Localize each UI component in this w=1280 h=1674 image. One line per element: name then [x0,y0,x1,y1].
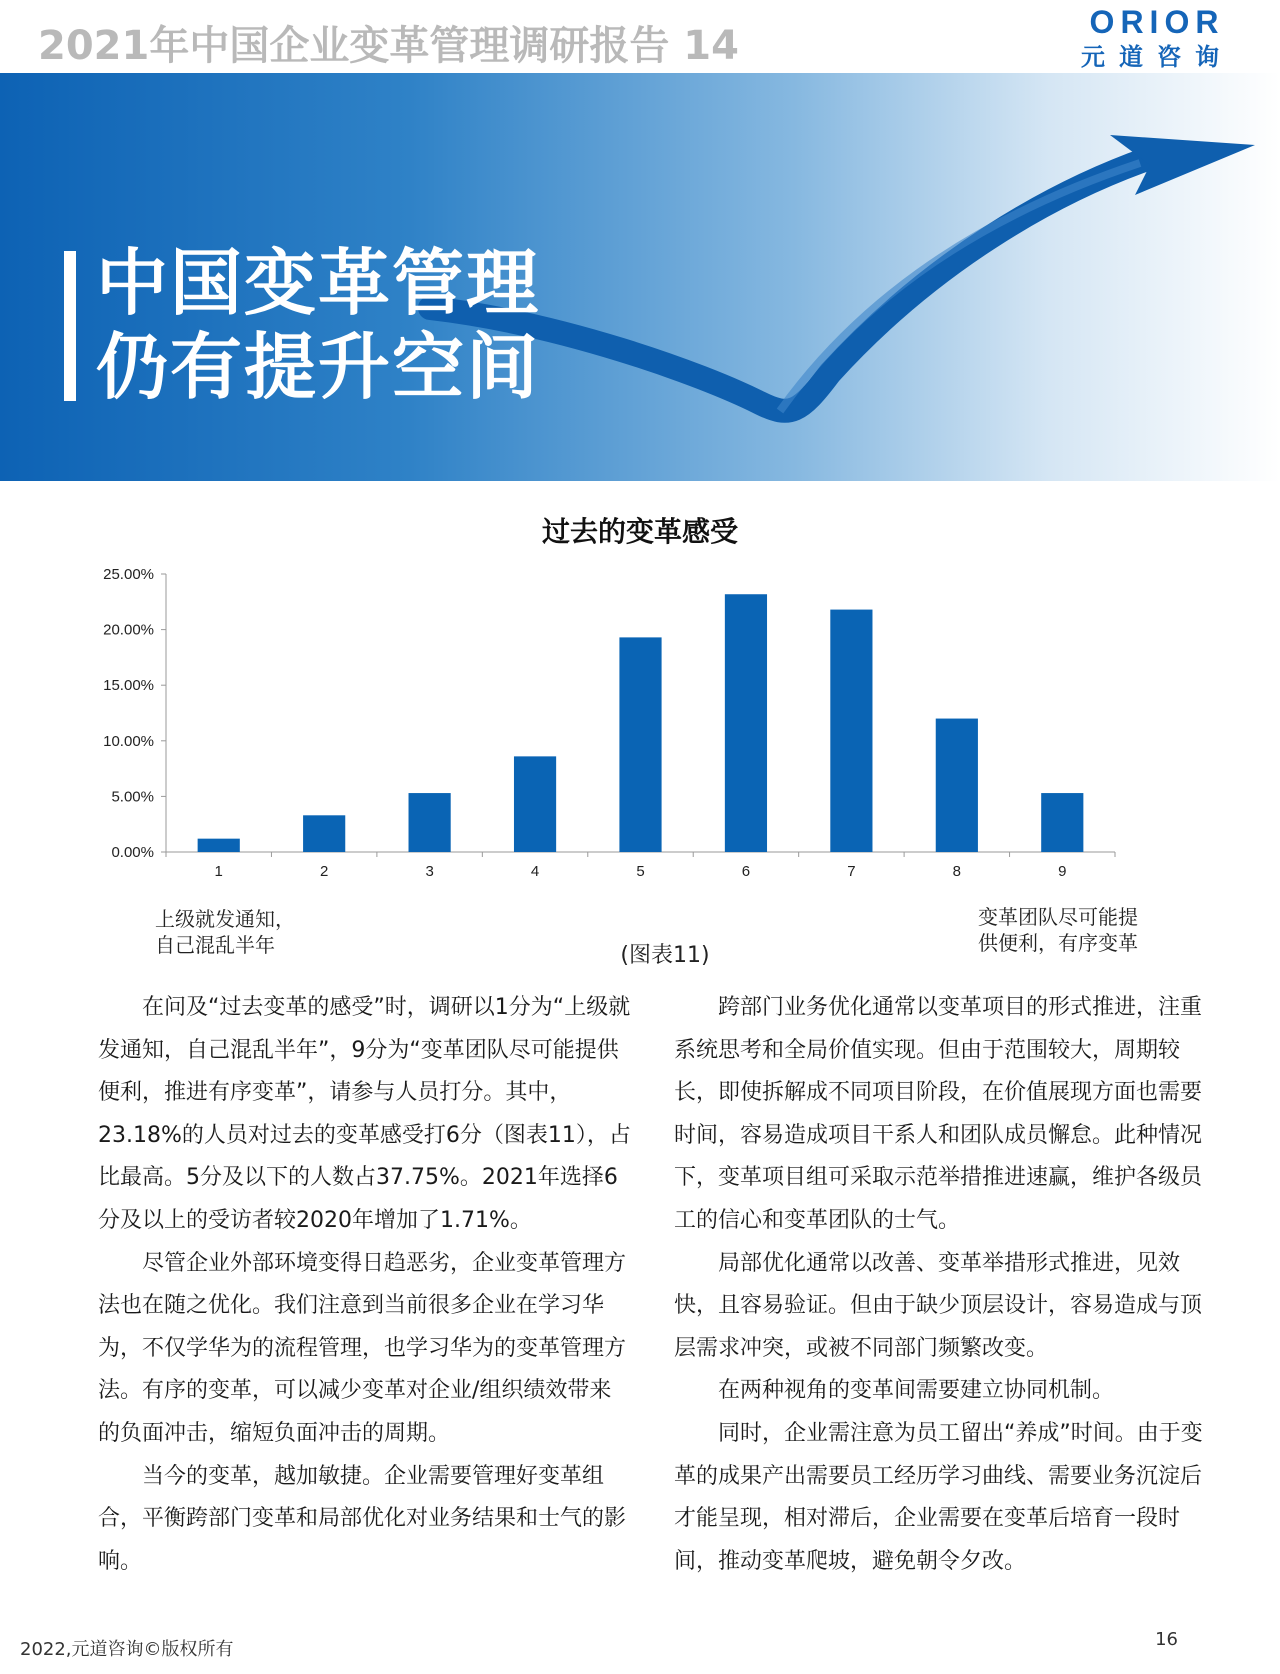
x-tick-label: 8 [952,863,962,880]
bar-2 [303,815,345,852]
x-tick-label: 1 [214,863,223,880]
y-tick-label: 5.00% [111,788,154,806]
x-tick-label: 4 [530,863,540,880]
page-number: 16 [1155,1629,1178,1650]
right-paragraph-3: 在两种视角的变革间需要建立协同机制。 [718,1378,1115,1404]
bar-8 [936,719,978,852]
bar-1 [198,839,240,852]
chart-title: 过去的变革感受 [541,515,738,548]
y-tick-label: 20.00% [103,621,154,639]
bar-6 [725,594,767,852]
right-paragraph-4: 同时，企业需注意为员工留出“养成”时间。由于变革的成果产出需要员工经历学习曲线、需要业务沉淀后才能呈现，相对滞后，企业需要在变革后培育一段时间，推动变革爬坡，避免朝令夕改。 [674,1420,1203,1574]
chart-note-high-line2: 供便利，有序变革 [978,931,1138,955]
bar-9 [1041,793,1083,852]
banner-title [96,241,540,409]
figure-caption: (图表11) [620,943,710,968]
banner-title-line2: 仍有提升空间 [96,325,541,409]
left-paragraph-2: 尽管企业外部环境变得日趋恶劣，企业变革管理方法也在随之优化。我们注意到当前很多企业在学习华为，不仅学华为的流程管理，也学习华为的变革管理方法。有序的变革，可以减少变革对企业/组织绩效带来的负面冲击，缩短负面冲击的周期。 [98,1250,627,1446]
footer-copyright: 2022,元道咨询©版权所有 [20,1639,234,1660]
hero-banner [0,73,1280,481]
x-tick-label: 7 [847,863,856,880]
bar-3 [409,793,451,852]
logo-english: ORIOR [1089,4,1225,40]
bar-4 [514,756,556,852]
y-tick-label: 0.00% [111,844,154,861]
orior-logo [1072,4,1242,72]
right-paragraph-1: 跨部门业务优化通常以变革项目的形式推进，注重系统思考和全局价值实现。但由于范围较大，周期较长，即使拆解成不同项目阶段，在价值展现方面也需要时间，容易造成项目干系人和团队成员懈怠。此种情况下，变革项目组可采取示范举措推进速赢，维护各级员工的信心和变革团队的士气。 [674,995,1203,1233]
x-tick-label: 3 [425,863,434,880]
bar-5 [619,637,661,852]
chart-note-low-line2: 自己混乱半年 [155,933,275,957]
y-tick-label: 15.00% [103,677,154,695]
x-tick-label: 2 [319,863,329,880]
left-paragraph-1: 在问及“过去变革的感受”时，调研以1分为“上级就发通知，自己混乱半年”，9分为“变革团队尽可能提供便利，推进有序变革”，请参与人员打分。其中，23.18%的人员对过去的变革感受打6分（图表11），占比最高。5分及以下的人数占37.75%。2021年选择6分及以上的受访者较2020年增加了1.71%。 [98,995,631,1233]
x-tick-label: 5 [636,863,645,880]
bar-chart [0,550,1280,890]
logo-chinese: 元道咨询 [1081,43,1233,71]
report-header-title: 2021年中国企业变革管理调研报告 14 [38,23,739,69]
right-text-column [674,987,1207,1583]
left-text-column [98,987,631,1583]
left-paragraph-3: 当今的变革，越加敏捷。企业需要管理好变革组合，平衡跨部门变革和局部优化对业务结果和士气的影响。 [98,1463,627,1574]
banner-accent-bar [64,251,76,401]
y-tick-label: 25.00% [103,566,154,583]
banner-title-line1: 中国变革管理 [96,241,541,325]
y-tick-label: 10.00% [103,732,154,750]
chart-note-low-line1: 上级就发通知， [155,907,295,931]
x-tick-label: 6 [741,863,751,880]
right-paragraph-2: 局部优化通常以改善、变革举措形式推进，见效快，且容易验证。但由于缺少顶层设计，容易造成与顶层需求冲突，或被不同部门频繁改变。 [674,1250,1203,1361]
bar-7 [830,610,872,852]
chart-note-high-line1: 变革团队尽可能提 [978,905,1138,929]
x-tick-label: 9 [1058,863,1067,880]
